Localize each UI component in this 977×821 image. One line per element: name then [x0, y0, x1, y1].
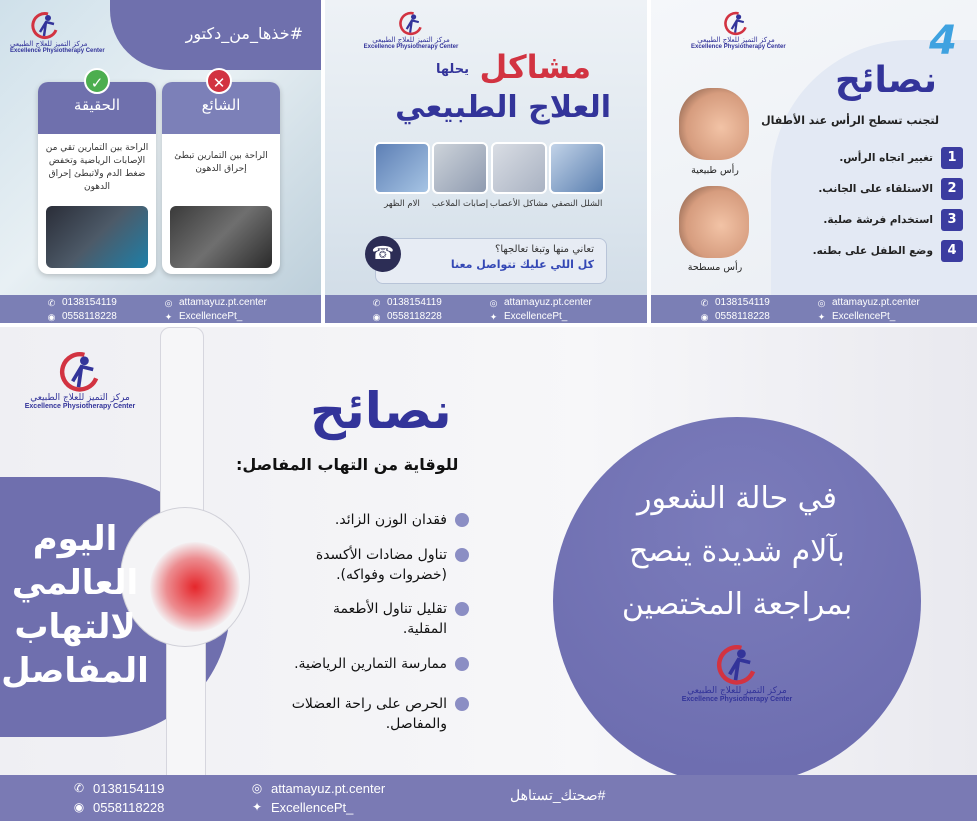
whatsapp-icon: ◉ — [700, 312, 709, 322]
footer — [0, 775, 977, 821]
bullet-item — [335, 510, 469, 530]
whatsapp-number[interactable]: 0558118228 — [93, 800, 165, 815]
bullet-text: الحرص على راحة العضلات — [291, 696, 447, 712]
footer — [651, 295, 977, 323]
tip-text: استخدام فرشة صلبة. — [823, 214, 933, 226]
circle-logo — [657, 642, 817, 730]
advice-line: بمراجعة المختصين — [621, 587, 853, 622]
thumb-sports — [432, 142, 488, 194]
tip-number: 1 — [941, 147, 963, 169]
instagram-icon: ◎ — [164, 298, 173, 308]
thumb-back-pain — [374, 142, 430, 194]
footer — [0, 295, 321, 323]
world-day-line: اليوم — [32, 519, 118, 559]
twitter-icon: ✦ — [817, 312, 826, 322]
tips-title: نصائح — [835, 60, 937, 101]
instagram-handle[interactable]: attamayuz.pt.center — [504, 297, 592, 308]
tip-number: 3 — [941, 209, 963, 231]
phone-icon: ✆ — [372, 298, 381, 308]
tibia-bone — [166, 627, 206, 797]
bullet-text: (خضروات وفواكه). — [336, 567, 447, 583]
baby-normal-head-image — [679, 88, 749, 160]
advice-text — [553, 472, 921, 631]
tip-text: الاستلقاء على الجانب. — [818, 183, 933, 195]
logo-english: Excellence Physiotherapy Center — [10, 48, 105, 54]
world-day-line: لالتهاب — [14, 607, 136, 647]
bullet-item — [316, 545, 469, 585]
title-red: مشاكل — [479, 48, 591, 86]
bullet-text: فقدان الوزن الزائد. — [334, 512, 447, 528]
contact-answer: كل اللي عليك تتواصل معنا — [450, 258, 594, 271]
world-day-title — [0, 517, 150, 693]
panel-flat-head — [651, 0, 977, 323]
tip-number: 2 — [941, 178, 963, 200]
twitter-handle[interactable]: ExcellencePt_ — [832, 311, 896, 322]
myth-text: الراحة بين التمارين تبطئ إحراق الدهون — [174, 151, 268, 174]
logo-icon — [58, 349, 102, 393]
bullet-text: تقليل تناول الأطعمة — [332, 601, 447, 617]
tip-item — [823, 208, 963, 232]
whatsapp-icon: ◉ — [73, 800, 85, 814]
label-back-pain: الام الظهر — [384, 199, 420, 209]
world-day-line: المفاصل — [1, 651, 149, 691]
footer — [325, 295, 647, 323]
logo-english: Excellence Physiotherapy Center — [681, 696, 793, 703]
instagram-icon: ◎ — [251, 781, 263, 795]
bullet-text: تناول مضادات الأكسدة — [315, 547, 447, 563]
logo-arabic: مركز التميز للعلاج الطبيعي — [687, 686, 787, 696]
twitter-icon: ✦ — [489, 312, 498, 322]
bullet-text: المقلية. — [402, 621, 447, 637]
instagram-handle[interactable]: attamayuz.pt.center — [179, 297, 267, 308]
tip-number: 4 — [941, 240, 963, 262]
phone-icon: ✆ — [700, 298, 709, 308]
logo-icon — [723, 10, 749, 36]
tip-item — [813, 239, 963, 263]
instagram-icon: ◎ — [817, 298, 826, 308]
logo-arabic: مركز التميز للعلاج الطبيعي — [10, 40, 88, 48]
logo-english: Excellence Physiotherapy Center — [24, 403, 136, 410]
bullet-text: والمفاصل. — [385, 716, 447, 732]
instagram-icon: ◎ — [489, 298, 498, 308]
twitter-icon: ✦ — [164, 312, 173, 322]
title-small: يحلها — [435, 62, 469, 77]
tips-count: 4 — [929, 18, 957, 64]
phone-number[interactable]: 0138154119 — [62, 297, 117, 308]
bullet-dot — [455, 548, 469, 562]
myth-card — [162, 82, 280, 274]
myth-photo — [170, 206, 272, 268]
baby-flat-head-image — [679, 186, 749, 258]
thumb-nerves — [491, 142, 547, 194]
bullet-dot — [455, 697, 469, 711]
flat-head-label: رأس مسطحة — [687, 262, 743, 273]
instagram-handle[interactable]: attamayuz.pt.center — [271, 781, 386, 796]
logo-arabic: مركز التميز للعلاج الطبيعي — [30, 393, 130, 403]
logo — [361, 10, 461, 50]
cross-icon: ✕ — [206, 68, 232, 94]
panel-myth-fact — [0, 0, 321, 323]
hashtag: #خذها_من_دكتور — [185, 24, 303, 43]
fact-title: الحقيقة — [38, 82, 156, 134]
advice-line: بآلام شديدة ينصح — [629, 534, 845, 569]
label-hemiplegia: الشلل النصفي — [551, 199, 603, 209]
logo-arabic: مركز التميز للعلاج الطبيعي — [372, 36, 450, 44]
logo-english: Excellence Physiotherapy Center — [691, 44, 786, 50]
whatsapp-number[interactable]: 0558118228 — [62, 311, 117, 322]
label-sports: إصابات الملاعب — [431, 199, 489, 209]
panel-arthritis — [0, 327, 977, 821]
phone-number[interactable]: 0138154119 — [93, 781, 165, 796]
fact-photo — [46, 206, 148, 268]
contact-question: تعاني منها وتبغا تعالجها؟ — [495, 244, 594, 255]
twitter-handle[interactable]: ExcellencePt_ — [179, 311, 243, 322]
logo-english: Excellence Physiotherapy Center — [363, 44, 459, 50]
bullet-dot — [455, 657, 469, 671]
tips-title: نصائح — [310, 382, 452, 440]
tips-subtitle: لتجنب تسطح الرأس عند الأطفال — [761, 114, 939, 127]
normal-head-label: رأس طبيعية — [691, 165, 739, 176]
twitter-handle[interactable]: ExcellencePt_ — [271, 800, 354, 815]
bullet-text: ممارسة التمارين الرياضية. — [294, 656, 447, 672]
panel-problems — [325, 0, 647, 323]
bullet-item — [294, 654, 469, 674]
label-nerves: مشاكل الأعصاب — [489, 199, 549, 209]
tips-subtitle: للوقاية من التهاب المفاصل: — [236, 455, 459, 474]
instagram-handle[interactable]: attamayuz.pt.center — [832, 297, 920, 308]
whatsapp-icon: ◉ — [47, 312, 56, 322]
logo-icon — [398, 10, 424, 36]
logo — [20, 349, 140, 410]
bullet-dot — [455, 602, 469, 616]
phone-number[interactable]: 0138154119 — [715, 297, 770, 308]
fact-card — [38, 82, 156, 274]
hashtag: #صحتك_تستاهل — [510, 787, 606, 803]
whatsapp-number[interactable]: 0558118228 — [387, 311, 442, 322]
check-icon: ✓ — [84, 68, 110, 94]
phone-icon: ✆ — [73, 781, 85, 795]
femur-bone — [160, 327, 204, 527]
tip-item — [839, 146, 963, 170]
phone-icon: ✆ — [47, 298, 56, 308]
phone-number[interactable]: 0138154119 — [387, 297, 442, 308]
bullet-item — [333, 599, 469, 639]
bullet-dot — [455, 513, 469, 527]
twitter-handle[interactable]: ExcellencePt_ — [504, 311, 568, 322]
whatsapp-icon: ◉ — [372, 312, 381, 322]
fact-text: الراحة بين التمارين تقي من الإصابات الرياضية وتخفض ضغط الدم ولاتبطئ إحراق الدهون — [45, 143, 149, 192]
logo — [10, 10, 105, 54]
twitter-icon: ✦ — [251, 800, 263, 814]
logo-icon — [715, 642, 759, 686]
whatsapp-number[interactable]: 0558118228 — [715, 311, 770, 322]
logo — [691, 10, 786, 50]
logo-icon — [30, 10, 60, 40]
world-day-line: العالمي — [11, 563, 139, 603]
logo-arabic: مركز التميز للعلاج الطبيعي — [697, 36, 775, 44]
thumb-hemiplegia — [549, 142, 605, 194]
contact-box[interactable] — [375, 238, 607, 284]
tip-text: وضع الطفل على بطنه. — [812, 245, 933, 257]
bullet-item — [292, 694, 469, 734]
tip-text: تغيير اتجاه الرأس. — [839, 152, 933, 164]
inflammation-spot — [150, 542, 240, 632]
title-blue: العلاج الطبيعي — [395, 90, 611, 125]
tip-item — [818, 177, 963, 201]
advice-line: في حالة الشعور — [636, 481, 838, 516]
myth-title: الشائع — [162, 82, 280, 134]
phone-handset-icon: ☎ — [365, 236, 401, 272]
